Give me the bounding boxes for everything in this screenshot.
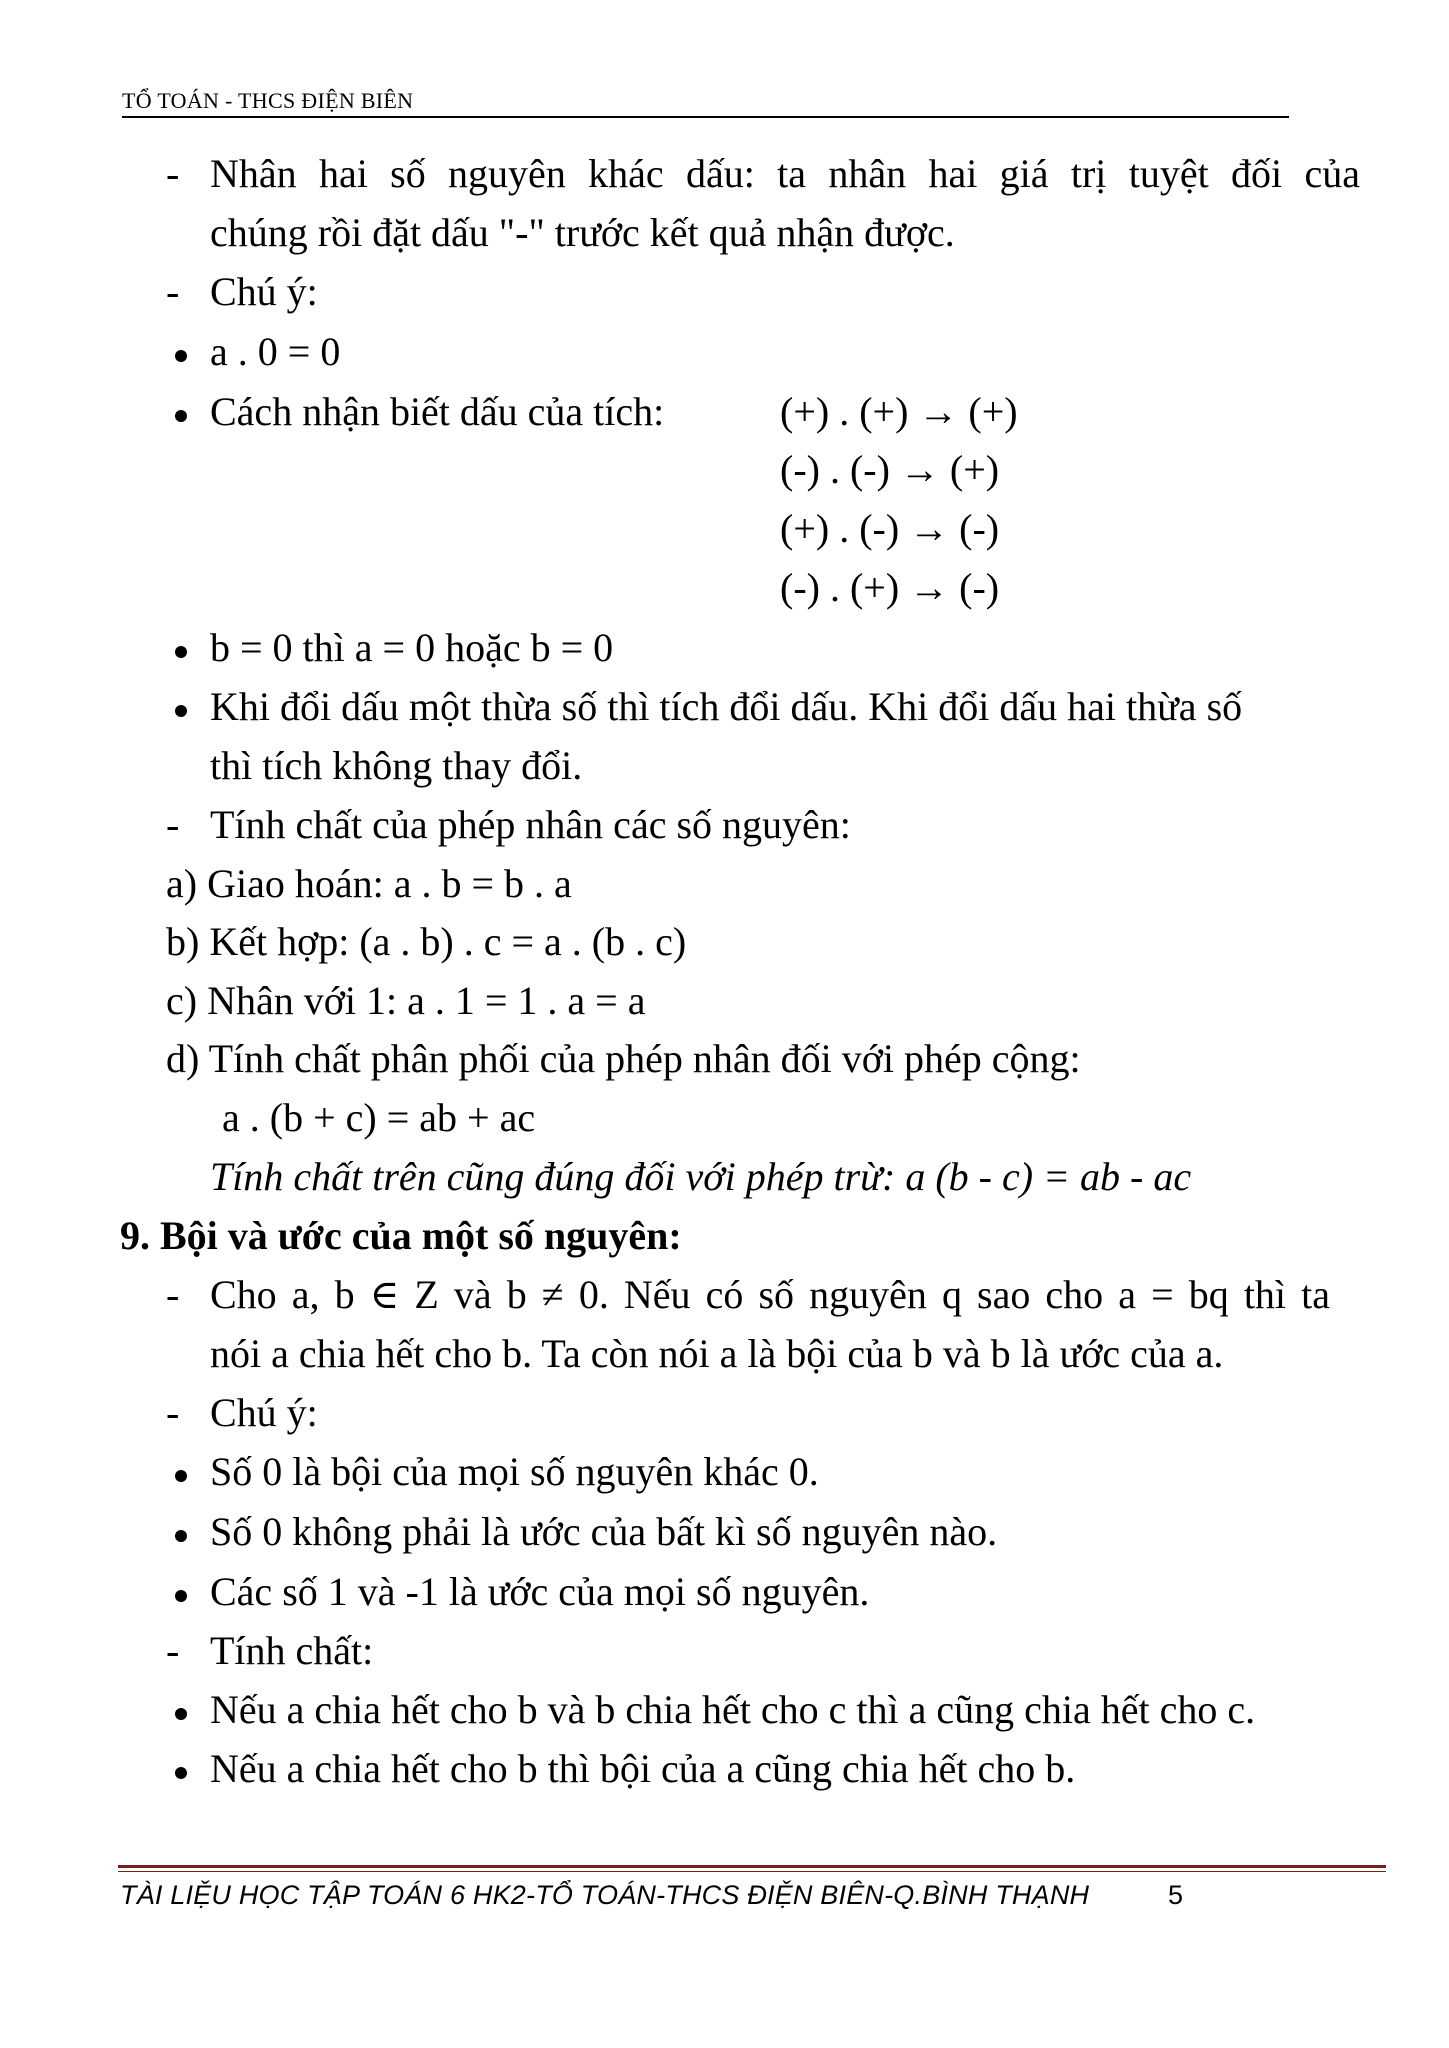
paragraph-line: Cho a, b ∈ Z và b ≠ 0. Nếu có số nguyên q sao cho a = bq thì ta <box>210 1272 1330 1317</box>
dash-marker: - <box>166 151 180 196</box>
bullet-icon <box>175 350 187 362</box>
paragraph-line: nói a chia hết cho b. Ta còn nói a là bội của b và b là ước của a. <box>210 1331 1224 1376</box>
bullet-text: Khi đổi dấu một thừa số thì tích đổi dấu. Khi đổi dấu hai thừa số <box>210 684 1243 729</box>
section-heading: 9. Bội và ước của một số nguyên: <box>120 1213 682 1258</box>
italic-note: Tính chất trên cũng đúng đối với phép trừ: a (b - c) = ab - ac <box>210 1154 1192 1199</box>
bullet-icon <box>175 705 187 717</box>
bullet-text: thì tích không thay đổi. <box>210 743 583 788</box>
bullet-text: Các số 1 và -1 là ước của mọi số nguyên. <box>210 1569 870 1614</box>
bullet-text: Số 0 là bội của mọi số nguyên khác 0. <box>210 1449 819 1494</box>
bullet-icon <box>175 646 187 658</box>
bullet-icon <box>175 1470 187 1482</box>
bullet-icon <box>175 1530 187 1542</box>
footer-divider <box>118 1865 1386 1868</box>
page-footer: TÀI LIỆU HỌC TẬP TOÁN 6 HK2-TỔ TOÁN-THCS ĐIỆN BIÊN-Q.BÌNH THẠNH <box>120 1880 1090 1910</box>
sign-rule: (-) . (-) → (+) <box>780 447 1000 492</box>
page-header: TỔ TOÁN - THCS ĐIỆN BIÊN <box>122 88 1289 118</box>
bullet-text: Nếu a chia hết cho b thì bội của a cũng chia hết cho b. <box>210 1746 1076 1791</box>
bullet-text: Số 0 không phải là ước của bất kì số nguyên nào. <box>210 1509 998 1554</box>
dash-marker: - <box>166 1628 180 1673</box>
properties-title: Tính chất của phép nhân các số nguyên: <box>210 802 851 847</box>
bullet-icon <box>175 1708 187 1720</box>
formula: a . (b + c) = ab + ac <box>222 1095 536 1140</box>
bullet-text: b = 0 thì a = 0 hoặc b = 0 <box>210 625 614 670</box>
bullet-icon <box>175 410 187 422</box>
dash-marker: - <box>166 269 180 314</box>
sign-rule: (+) . (+) → (+) <box>780 389 1018 434</box>
dash-marker: - <box>166 1390 180 1435</box>
property-item: d) Tính chất phân phối của phép nhân đối với phép cộng: <box>166 1036 1081 1081</box>
property-item: c) Nhân với 1: a . 1 = 1 . a = a <box>166 978 646 1023</box>
bullet-text: Nếu a chia hết cho b và b chia hết cho c thì a cũng chia hết cho c. <box>210 1687 1256 1732</box>
paragraph-line: chúng rồi đặt dấu "-" trước kết quả nhận được. <box>210 210 955 255</box>
page-number: 5 <box>1168 1880 1184 1910</box>
note-label: Chú ý: <box>210 1390 318 1435</box>
bullet-icon <box>175 1767 187 1779</box>
footer-divider <box>118 1871 1386 1872</box>
properties-title: Tính chất: <box>210 1628 374 1673</box>
bullet-text: Cách nhận biết dấu của tích: <box>210 389 665 434</box>
property-item: a) Giao hoán: a . b = b . a <box>166 861 572 906</box>
sign-rule: (+) . (-) → (-) <box>780 506 1000 551</box>
dash-marker: - <box>166 802 180 847</box>
dash-marker: - <box>166 1272 180 1317</box>
note-label: Chú ý: <box>210 269 318 314</box>
paragraph-line: Nhân hai số nguyên khác dấu: ta nhân hai giá trị tuyệt đối của <box>210 151 1360 196</box>
bullet-text: a . 0 = 0 <box>210 329 341 374</box>
bullet-icon <box>175 1590 187 1602</box>
sign-rule: (-) . (+) → (-) <box>780 565 1000 610</box>
property-item: b) Kết hợp: (a . b) . c = a . (b . c) <box>166 919 687 964</box>
